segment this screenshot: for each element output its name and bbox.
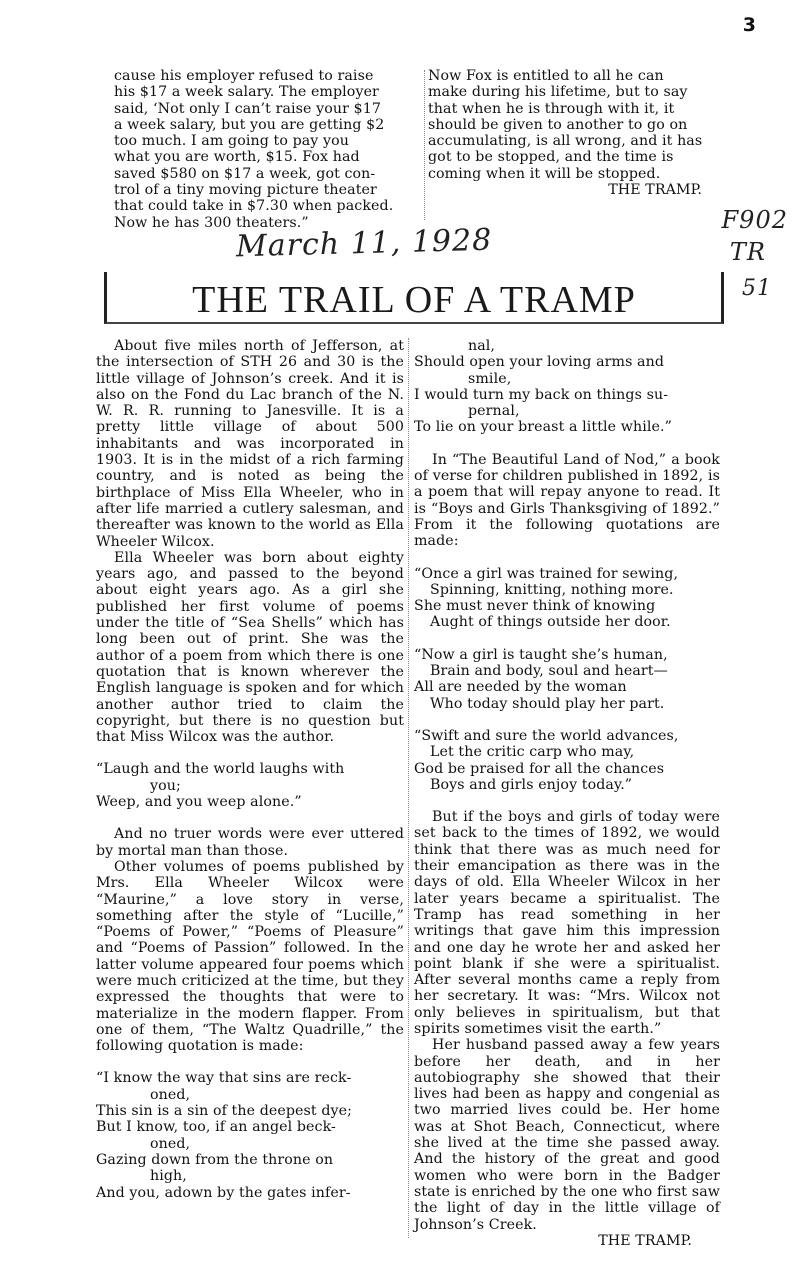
column-rule (408, 338, 409, 1238)
text-line: his $17 a week salary. The employer (114, 84, 379, 101)
text-line: trol of a tiny moving picture theater (114, 182, 377, 199)
text-line: too much. I am going to pay you (114, 133, 350, 150)
text-line: what you are worth, $15. Fox had (114, 149, 360, 166)
text-line: should be given to another to go on (428, 116, 688, 133)
verse-line: Weep, and you weep alone.” (96, 794, 302, 811)
verse-line: Gazing down from the throne on (96, 1151, 334, 1168)
verse-line: smile, (468, 370, 512, 387)
paragraph: Ella Wheeler was born about eighty years ago, and passed to the beyond about eight years ago. As a girl she published her first volume of poems under the title of “Sea Shells” which has long been out of print. She was the author of a poem from which there is one quotation that is known wherever the English language is spoken and for which another author tried to claim the copyright, but there is no question but that Miss Wilcox was the author. (96, 549, 404, 746)
paragraph: Other volumes of poems published by Mrs. Ella Wheeler Wilcox were “Maurine,” a love story in verse, something after the style of “Lucille,” “Poems of Power,” “Poems of Pleasure” and “Poems of Passion” followed. In the latter volume appeared four poems which were much criticized at the time, but they expressed the thoughts that were to materialize in the modern flapper. From one of them, “The Waltz Quadrille,” the following quotation is made: (96, 858, 404, 1055)
verse-line: “Laugh and the world laughs with (96, 761, 345, 778)
archive-note: 51 (742, 276, 772, 301)
top-column-rule (424, 70, 425, 220)
verse-line: She must never think of knowing (414, 598, 656, 615)
text-line: said, ‘Not only I can’t raise your $17 (114, 100, 382, 117)
verse-line: Who today should play her part. (430, 695, 665, 712)
verse-line: “Swift and sure the world advances, (414, 727, 679, 744)
handwritten-date: March 11, 1928 (235, 222, 493, 265)
verse-line: oned, (150, 1086, 191, 1103)
text-line: Now Fox is entitled to all he can (428, 68, 664, 84)
verse-line: high, (150, 1168, 187, 1185)
verse-line: Spinning, knitting, nothing more. (430, 581, 674, 598)
paragraph: Her husband passed away a few years before her death, and in her autobiography she showed that their lives had been as happy and congenial as two married lives could be. Her home was at Shot Beach, Connecticut, where she lived at the time she passed away. And the history of the great and good women who were born in the Badger state is enriched by the one who first saw the light of day in the little village of Johnson’s Creek. (414, 1037, 720, 1233)
verse-line: Aught of things outside her door. (430, 614, 671, 631)
quotation-continued (414, 338, 720, 436)
text-line: cause his employer refused to raise (114, 68, 374, 84)
stanza (414, 647, 720, 712)
page-number: 3 (742, 14, 756, 36)
verse-line: But I know, too, if an angel beck- (96, 1119, 336, 1136)
verse-line: nal, (468, 338, 496, 354)
verse-line: “Now a girl is taught she’s human, (414, 646, 668, 663)
verse-line: To lie on your breast a little while.” (414, 419, 672, 436)
right-article-column (414, 338, 720, 1249)
verse-line: This sin is a sin of the deepest dye; (96, 1103, 353, 1120)
signature: THE TRAMP. (598, 1232, 692, 1249)
archive-note: TR (729, 238, 766, 266)
stanza (414, 566, 720, 631)
text-line: that when he is through with it, it (428, 100, 675, 117)
text-line: a week salary, but you are getting $2 (114, 116, 385, 133)
verse-line: pernal, (468, 403, 520, 420)
top-right-column (428, 68, 730, 198)
text-line: coming when it will be stopped. (428, 165, 661, 182)
text-line: that could take in $7.30 when packed. (114, 198, 394, 215)
top-signature: THE TRAMP. (608, 182, 702, 199)
verse-line: I would turn my back on things su- (414, 386, 669, 403)
verse-line: “Once a girl was trained for sewing, (414, 565, 679, 582)
verse-line: Should open your loving arms and (414, 354, 665, 371)
left-article-column (96, 338, 404, 1201)
verse-line: All are needed by the woman (414, 679, 627, 696)
verse-line: God be praised for all the chances (414, 760, 665, 777)
verse-line: oned, (150, 1135, 191, 1152)
verse-line: you; (150, 777, 181, 794)
verse-line: And you, adown by the gates infer- (96, 1184, 351, 1201)
text-line: Now he has 300 theaters.” (114, 214, 309, 231)
paragraph: About five miles north of Jefferson, at the intersection of STH 26 and 30 is the little village of Johnson’s creek. And it is also on the Fond du Lac branch of the N. W. R. R. running to Janesville. It is a pretty little village of about 500 inhabitants and was incorporated in 1903. It is in the midst of a rich farming country, and is noted as being the birthplace of Miss Ella Wheeler, who in after life married a cutlery salesman, and thereafter was known to the world as Ella Wheeler Wilcox. (96, 338, 404, 550)
paragraph: But if the boys and girls of today were set back to the times of 1892, we would think that there was as much need for their emancipation as there was in the days of old. Ella Wheeler Wilcox in her later years became a spiritualist. The Tramp has read something in her writings that gave him this impression and one day he wrote her and asked her point blank if she were a spiritualist. After several months came a reply from her secretary. It was: “Mrs. Wilcox not only believes in spiritualism, but that spirits sometimes visit the earth.” (414, 809, 720, 1037)
verse-line: Brain and body, soul and heart— (430, 663, 668, 680)
verse-line: “I know the way that sins are reck- (96, 1070, 352, 1087)
text-line: accumulating, is all wrong, and it has (428, 133, 703, 150)
paragraph: In “The Beautiful Land of Nod,” a book of verse for children published in 1892, is a poem that will repay anyone to read. It is “Boys and Girls Thanksgiving of 1892.” From it the following quotations are made: (414, 451, 720, 550)
paragraph: And no truer words were ever uttered by mortal man than those. (96, 826, 404, 859)
top-left-column (114, 68, 416, 231)
text-line: got to be stopped, and the time is (428, 149, 674, 166)
quotation (96, 1070, 404, 1200)
verse-line: Boys and girls enjoy today.” (430, 776, 633, 793)
archive-note: F902 (721, 206, 788, 234)
verse-line: Let the critic carp who may, (430, 744, 635, 761)
quotation (96, 761, 404, 810)
stanza (414, 728, 720, 793)
text-line: make during his lifetime, but to say (428, 84, 688, 101)
headline: THE TRAIL OF A TRAMP (192, 279, 636, 321)
text-line: saved $580 on $17 a week, got con- (114, 165, 376, 182)
